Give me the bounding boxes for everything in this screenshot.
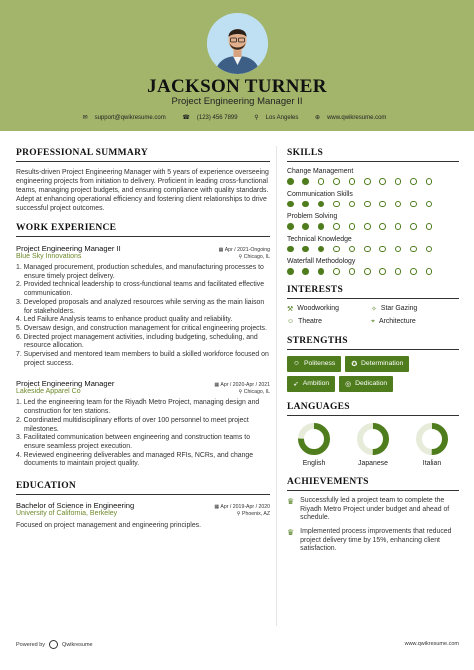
education-location: Phoenix, AZ bbox=[242, 511, 270, 518]
education-entry bbox=[16, 501, 270, 530]
skill-dot bbox=[349, 178, 356, 185]
skill-item bbox=[287, 236, 459, 253]
language-label: English bbox=[302, 459, 326, 467]
list-item: 3. Developed proposals and analyzed resources while serving as the main liaison for stakeholders. bbox=[16, 298, 265, 315]
skill-dot bbox=[426, 223, 433, 230]
skill-dot bbox=[410, 178, 417, 185]
list-item: 4. Reviewed engineering deliverables and managed RFIs, NCRs, and change documents to maintain project quality. bbox=[16, 451, 254, 468]
skill-dot bbox=[379, 201, 386, 208]
achievement-text: Successfully led a project team to complete the Riyadh Metro Project under budget and ahead of schedule. bbox=[300, 496, 450, 522]
skill-dot bbox=[302, 268, 309, 275]
language-ring bbox=[356, 422, 390, 456]
skill-dot bbox=[349, 246, 356, 253]
hammer-icon: ⚒ bbox=[287, 305, 294, 313]
skill-dot bbox=[410, 201, 417, 208]
languages-list bbox=[287, 422, 459, 467]
skill-dot bbox=[410, 246, 417, 253]
achievements-list bbox=[287, 497, 459, 554]
skill-dot bbox=[333, 223, 340, 230]
footer-website[interactable]: www.qwikresume.com bbox=[404, 641, 459, 647]
contact-location: Los Angeles bbox=[265, 115, 299, 121]
skill-dot bbox=[349, 223, 356, 230]
column-divider bbox=[276, 146, 277, 626]
strength-badge bbox=[287, 356, 341, 372]
language-ring bbox=[415, 422, 449, 456]
skills-list bbox=[287, 168, 459, 275]
degree: Bachelor of Science in Engineering bbox=[16, 501, 135, 511]
job-date: Apr / 2021-Ongoing bbox=[224, 247, 270, 253]
skill-name: Waterfall Methodology bbox=[287, 258, 356, 266]
skill-dot bbox=[395, 178, 402, 185]
achievement-item bbox=[287, 497, 459, 523]
skill-dot bbox=[287, 201, 294, 208]
list-item: 2. Provided technical leadership to cross-functional teams and facilitated effective communication. bbox=[16, 281, 265, 298]
strength-label: Dedication bbox=[355, 380, 388, 388]
globe-icon: ⊕ bbox=[315, 115, 321, 121]
skill-dot bbox=[302, 201, 309, 208]
skill-dot bbox=[287, 178, 294, 185]
language-item bbox=[289, 422, 339, 467]
job-location: Chicago, IL bbox=[243, 254, 270, 260]
interests-heading: INTERESTS bbox=[287, 285, 459, 299]
skill-dot bbox=[410, 223, 417, 230]
job-bullets bbox=[16, 399, 270, 469]
list-item: 5. Oversaw design, and construction management for critical engineering projects. bbox=[16, 324, 267, 332]
list-item: 7. Supervised and mentored team members to build a skilled workforce focused on project success. bbox=[16, 351, 269, 367]
interest-label: Architecture bbox=[378, 318, 416, 326]
interests-list bbox=[287, 305, 459, 326]
list-item: 2. Coordinated multidisciplinary efforts of over 100 personnel to meet project milestones. bbox=[16, 416, 249, 433]
skill-dot bbox=[287, 246, 294, 253]
politeness-icon: ☺ bbox=[293, 360, 300, 368]
skill-item bbox=[287, 258, 459, 275]
job-bullets bbox=[16, 264, 270, 368]
language-label: Japanese bbox=[358, 459, 388, 467]
skill-dot bbox=[410, 268, 417, 275]
skill-item bbox=[287, 213, 459, 230]
qwikresume-logo-icon bbox=[49, 640, 58, 649]
calendar-icon: ▦ bbox=[218, 247, 225, 253]
powered-by bbox=[16, 640, 93, 649]
languages-heading: LANGUAGES bbox=[287, 402, 459, 416]
skill-name: Change Management bbox=[287, 168, 354, 175]
job-title: Project Engineering Manager bbox=[16, 379, 115, 389]
summary-text: Results-driven Project Engineering Manager with 5 years of experience overseeing engineering projects from initiation to delivery. Proficient in leading cross-functional teams, managing project budgets, and ensuring compliance with quality standards. Adept at enhancing operational efficiency and fostering client relationships to drive successful project outcomes. bbox=[16, 169, 269, 212]
education-heading: EDUCATION bbox=[16, 481, 270, 495]
skill-dot bbox=[426, 268, 433, 275]
interest-item bbox=[287, 305, 371, 313]
skill-dot bbox=[349, 201, 356, 208]
skill-name: Communication Skills bbox=[287, 190, 353, 198]
skill-dot bbox=[302, 246, 309, 253]
calendar-icon: ▦ bbox=[214, 382, 221, 389]
candidate-title: Project Engineering Manager II bbox=[171, 96, 303, 107]
strengths-list bbox=[287, 356, 459, 392]
skill-dot bbox=[364, 268, 371, 275]
job-location: Chicago, IL bbox=[243, 389, 270, 396]
list-item: 3. Facilitated communication between engineering and construction teams to ensure seamless project execution. bbox=[16, 434, 251, 450]
candidate-name: JACKSON TURNER bbox=[147, 76, 327, 97]
interest-label: Theatre bbox=[298, 318, 322, 326]
skill-dot bbox=[349, 268, 356, 275]
trophy-icon: ♛ bbox=[287, 496, 295, 506]
skill-rating bbox=[287, 223, 459, 230]
skill-dot bbox=[364, 223, 371, 230]
target-icon: ◎ bbox=[345, 380, 352, 388]
skill-dot bbox=[302, 178, 309, 185]
skill-dot bbox=[333, 178, 340, 185]
strength-label: Ambition bbox=[302, 380, 330, 388]
location-icon: ⚲ bbox=[254, 115, 259, 121]
left-column bbox=[16, 148, 270, 530]
skill-item bbox=[287, 168, 459, 185]
email-icon: ✉ bbox=[82, 115, 88, 121]
skills-heading: SKILLS bbox=[287, 148, 459, 162]
compass-icon: ⌖ bbox=[371, 317, 375, 325]
achievement-text: Implemented process improvements that reduced project delivery time by 15%, enhancing client satisfaction. bbox=[300, 528, 452, 553]
language-ring bbox=[297, 422, 331, 456]
skill-rating bbox=[287, 268, 459, 275]
summary-heading: PROFESSIONAL SUMMARY bbox=[16, 148, 270, 162]
job-entry bbox=[16, 244, 270, 368]
experience-heading: WORK EXPERIENCE bbox=[16, 223, 270, 237]
job-entry bbox=[16, 379, 270, 469]
skill-name: Problem Solving bbox=[287, 213, 338, 221]
list-item: 1. Managed procurement, production schedules, and manufacturing processes to ensure timely project delivery. bbox=[16, 264, 264, 280]
skill-dot bbox=[395, 201, 402, 208]
skill-dot bbox=[318, 268, 325, 275]
skill-dot bbox=[333, 268, 340, 275]
profile-photo bbox=[207, 13, 268, 74]
skill-dot bbox=[379, 223, 386, 230]
school: University of California, Berkeley bbox=[16, 510, 118, 518]
language-label: Italian bbox=[422, 459, 442, 467]
skill-dot bbox=[318, 178, 325, 185]
interest-item bbox=[287, 318, 371, 326]
skill-dot bbox=[364, 246, 371, 253]
list-item: 6. Directed project management activities, including budgeting, scheduling, and resource allocation. bbox=[16, 333, 258, 350]
skill-dot bbox=[318, 246, 325, 253]
brand-name[interactable]: Qwikresume bbox=[62, 641, 93, 648]
strength-label: Politeness bbox=[303, 360, 336, 368]
list-item: 1. Led the engineering team for the Riyadh Metro Project, managing design and construction for ten stations. bbox=[16, 399, 260, 416]
skill-item bbox=[287, 191, 459, 208]
theatre-icon: ☺ bbox=[287, 318, 295, 326]
education-text: Focused on project management and engineering principles. bbox=[16, 522, 202, 530]
determination-icon: ✪ bbox=[351, 360, 358, 368]
education-date: Apr / 2019-Apr / 2020 bbox=[220, 504, 270, 511]
strength-label: Determination bbox=[361, 360, 404, 368]
skill-dot bbox=[318, 201, 325, 208]
skill-dot bbox=[395, 223, 402, 230]
strength-badge bbox=[345, 356, 409, 372]
job-title: Project Engineering Manager II bbox=[16, 244, 121, 253]
contact-email[interactable]: support@qwikresume.com bbox=[94, 115, 166, 121]
skill-dot bbox=[379, 178, 386, 185]
skill-dot bbox=[379, 246, 386, 253]
phone-icon: ☎ bbox=[182, 115, 190, 121]
location-pin-icon: ⚲ bbox=[236, 511, 243, 518]
skill-dot bbox=[426, 178, 433, 185]
skill-dot bbox=[364, 201, 371, 208]
interest-item bbox=[371, 305, 455, 313]
contact-website[interactable]: www.qwikresume.com bbox=[327, 115, 387, 121]
telescope-icon: ✧ bbox=[371, 305, 377, 313]
right-column bbox=[287, 148, 459, 559]
skill-dot bbox=[426, 246, 433, 253]
location-pin-icon: ⚲ bbox=[238, 254, 244, 260]
skill-rating bbox=[287, 246, 459, 253]
strength-badge bbox=[339, 376, 393, 392]
list-item: 4. Led Failure Analysis teams to enhance product quality and reliability. bbox=[16, 316, 233, 324]
interest-item bbox=[371, 318, 455, 326]
skill-dot bbox=[302, 223, 309, 230]
trophy-icon: ♛ bbox=[287, 528, 295, 538]
skill-dot bbox=[379, 268, 386, 275]
contact-phone[interactable]: (123) 456 7899 bbox=[196, 115, 238, 121]
skill-dot bbox=[287, 268, 294, 275]
strengths-heading: STRENGTHS bbox=[287, 336, 459, 350]
skill-name: Technical Knowledge bbox=[287, 235, 352, 243]
interest-label: Star Gazing bbox=[380, 305, 418, 313]
location-pin-icon: ⚲ bbox=[238, 389, 244, 396]
skill-rating bbox=[287, 178, 459, 185]
skill-dot bbox=[395, 268, 402, 275]
skill-rating bbox=[287, 201, 459, 208]
job-company: Blue Sky Innovations bbox=[16, 253, 82, 260]
strength-badge bbox=[287, 376, 335, 392]
interest-label: Woodworking bbox=[297, 305, 339, 313]
achievement-item bbox=[287, 528, 459, 554]
job-date: Apr / 2020-Apr / 2021 bbox=[220, 382, 270, 389]
skill-dot bbox=[426, 201, 433, 208]
rocket-icon: ➶ bbox=[293, 380, 299, 388]
skill-dot bbox=[318, 223, 325, 230]
job-company: Lakeside Apparel Co bbox=[16, 388, 81, 396]
achievements-heading: ACHIEVEMENTS bbox=[287, 477, 459, 491]
skill-dot bbox=[287, 223, 294, 230]
skill-dot bbox=[364, 178, 371, 185]
powered-by-label: Powered by bbox=[16, 641, 46, 648]
contact-bar bbox=[0, 114, 474, 121]
skill-dot bbox=[333, 246, 340, 253]
skill-dot bbox=[395, 246, 402, 253]
language-item bbox=[407, 422, 457, 467]
calendar-icon: ▦ bbox=[214, 504, 221, 511]
language-item bbox=[348, 422, 398, 467]
skill-dot bbox=[333, 201, 340, 208]
